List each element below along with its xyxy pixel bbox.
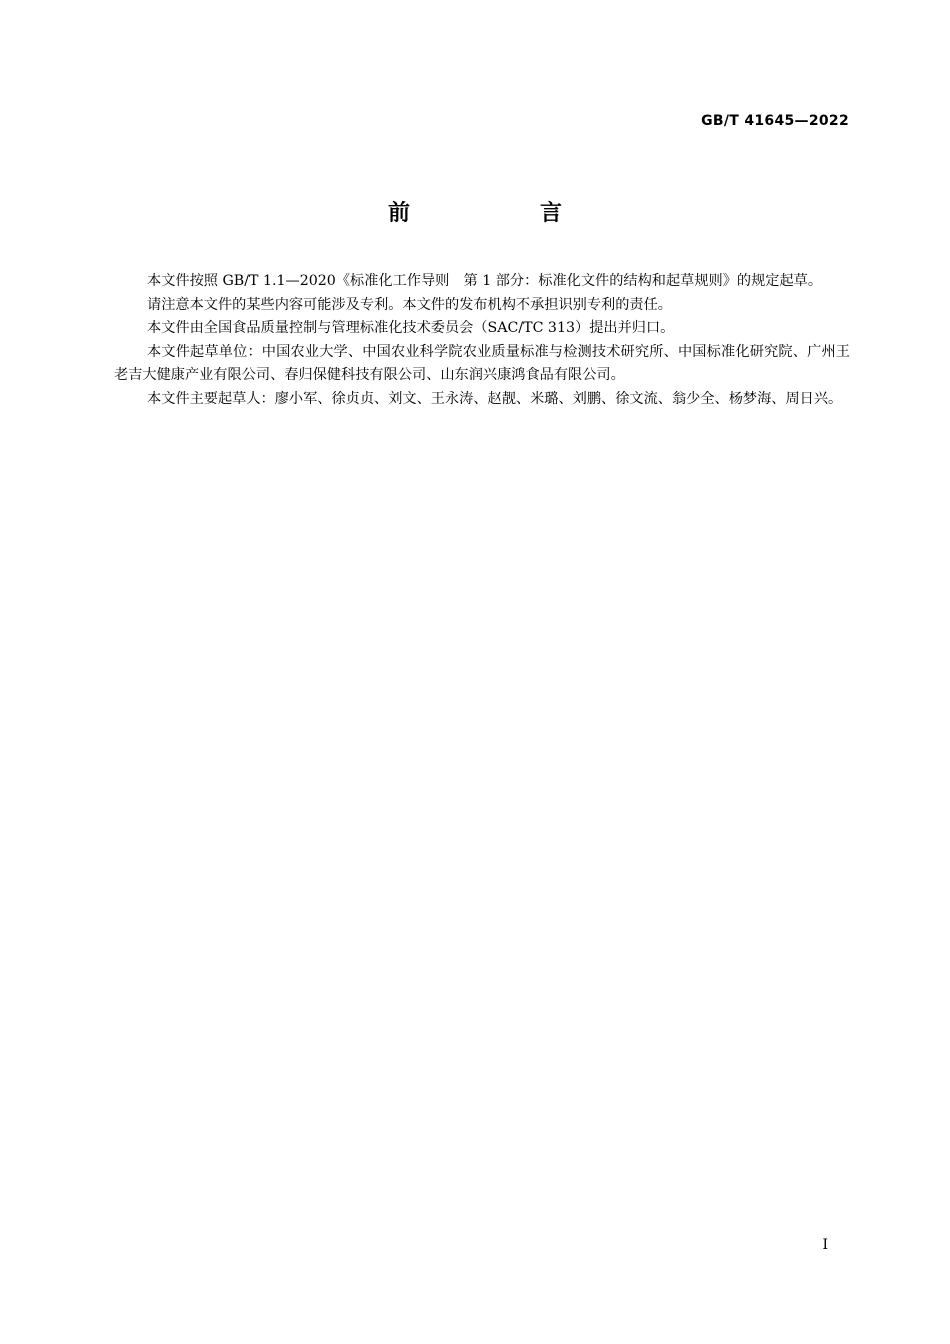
paragraph-patent-notice: 请注意本文件的某些内容可能涉及专利。本文件的发布机构不承担识别专利的责任。 <box>147 296 672 313</box>
document-number: GB/T 41645—2022 <box>701 113 849 129</box>
page-number: I <box>822 1237 828 1253</box>
paragraph-drafting-units: 本文件起草单位：中国农业大学、中国农业科学院农业质量标准与检测技术研究所、中国标准化研究院、广州王老吉大健康产业有限公司、春归保健科技有限公司、山东润兴康鸿食品有限公司。 <box>114 343 850 383</box>
paragraph-proposer: 本文件由全国食品质量控制与管理标准化技术委员会（SAC/TC 313）提出并归口。 <box>147 320 675 336</box>
paragraph-drafters: 本文件主要起草人：廖小军、徐贞贞、刘文、王永涛、赵靓、米璐、刘鹏、徐文流、翁少全、杨梦海、周日兴。 <box>147 390 843 407</box>
foreword-body <box>114 270 850 411</box>
paragraph-drafting-rules: 本文件按照 GB/T 1.1—2020《标准化工作导则 第 1 部分：标准化文件的结构和起草规则》的规定起草。 <box>147 273 823 289</box>
page-title: 前 言 <box>387 201 616 226</box>
